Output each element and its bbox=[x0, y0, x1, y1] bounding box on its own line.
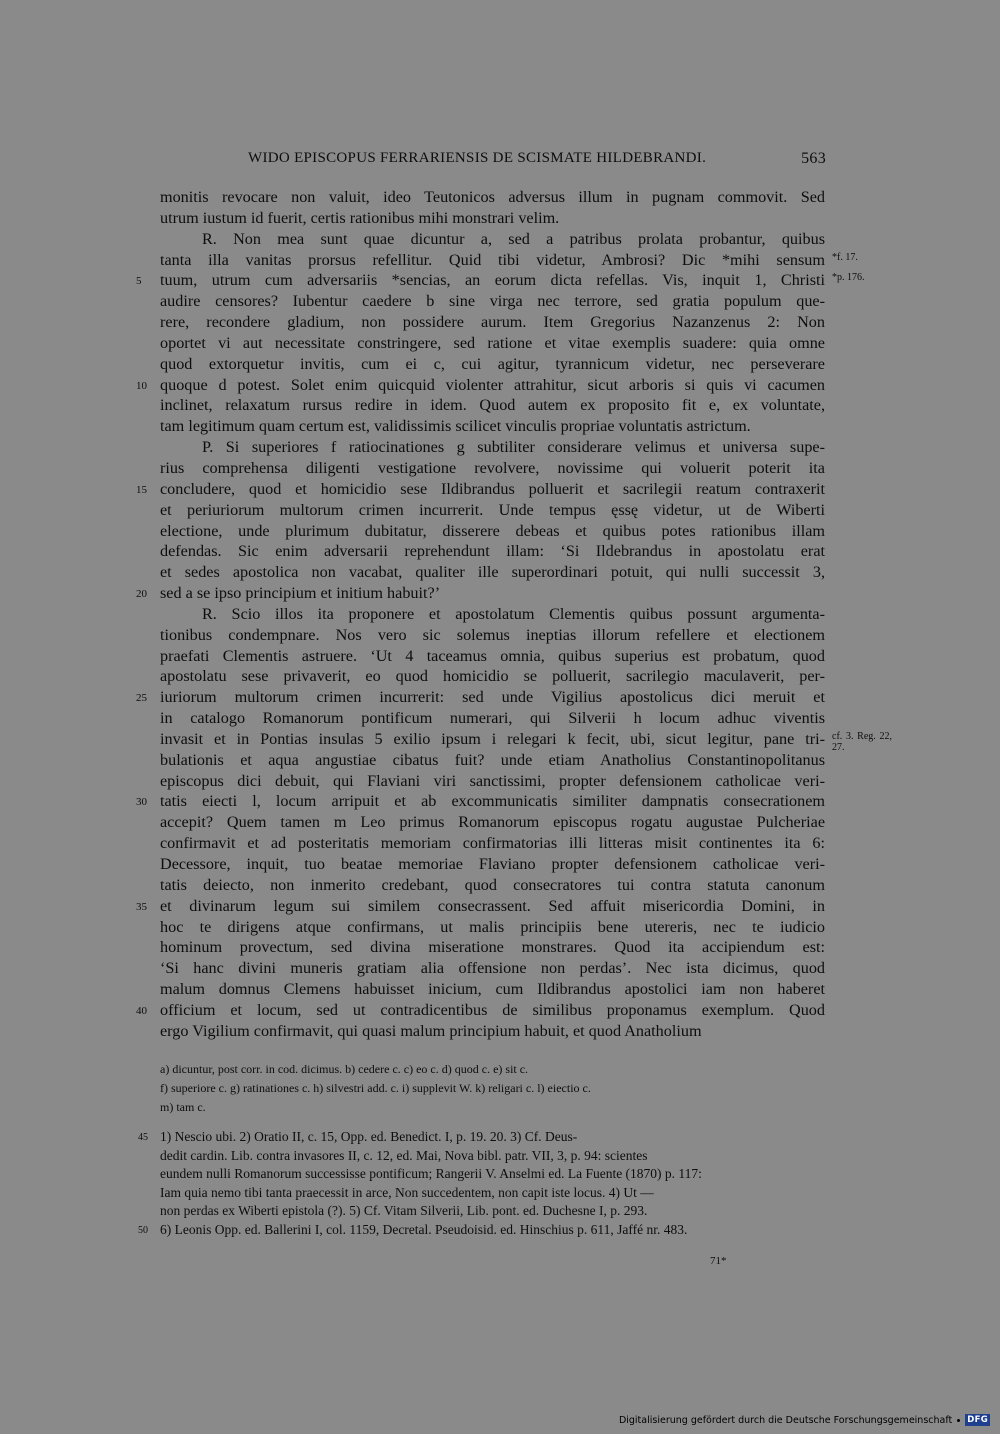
body-line bbox=[160, 187, 825, 208]
body-line bbox=[160, 458, 825, 479]
body-line bbox=[160, 979, 825, 1000]
body-text: utrum iustum id fuerit, certis rationibus mihi monstrari velim. bbox=[160, 208, 560, 227]
body-text: invasit et in Pontias insulas 5 exilio ipsum i relegari k fecit, ubi, sicut legitur, pane tri- bbox=[160, 729, 825, 748]
body-text: in catalogo Romanorum pontificum numerari, qui Silverii h locum adhuc viventis bbox=[160, 709, 825, 728]
body-text: tatis eiecti l, locum arripuit et ab excommunicatis similiter dampnatis consecrationem bbox=[160, 792, 825, 811]
body-text: R. Scio illos ita proponere et apostolatum Clementis quibus possunt argumenta- bbox=[202, 604, 825, 623]
body-text: hoc te dirigens atque confirmans, ut malis principiis bene utereris, nec te iudicio bbox=[160, 917, 825, 936]
body-line bbox=[160, 646, 825, 667]
body-text: inclinet, relaxatum rursus redire in idem. Quod autem ex proposito fit e, ex voluntate, bbox=[160, 396, 825, 415]
body-line bbox=[160, 395, 825, 416]
body-text: quod extorquetur invitis, cum ei c, cui agitur, tyrannicum videtur, nec perseverare bbox=[160, 354, 825, 373]
body-text: iuriorum multorum crimen incurrerit: sed unde Vigilius apostolicus dici meruit et bbox=[160, 688, 825, 707]
body-line bbox=[160, 521, 825, 542]
body-text: officium et locum, sed ut contradicentibus de similibus proponamus exemplum. Quod bbox=[160, 1000, 825, 1019]
running-header bbox=[248, 150, 826, 167]
body-line bbox=[160, 958, 825, 979]
body-line bbox=[160, 437, 825, 458]
body-line bbox=[160, 917, 825, 938]
apparatus-text: f) superiore c. g) ratinationes c. h) silvestri add. c. i) supplevit W. k) religari c. l) eiectio c. bbox=[160, 1081, 591, 1095]
footnote-text: Iam quia nemo tibi tanta praecessit in arce, Non succedentem, non capit iste locus. 4) Ut — bbox=[160, 1184, 654, 1200]
body-line bbox=[160, 291, 825, 312]
dfg-logo-icon: DFG bbox=[967, 1415, 988, 1425]
apparatus-line bbox=[160, 1098, 825, 1117]
body-line bbox=[160, 1021, 825, 1042]
body-text: et divinarum legum sui similem consecrassent. Sed affuit misericordia Domini, in bbox=[160, 896, 825, 915]
body-line bbox=[160, 812, 825, 833]
body-text: episcopus dici debuit, qui Flaviani viri sanctissimi, propter defensionem catholicae veri- bbox=[160, 771, 825, 790]
body-line bbox=[136, 791, 825, 812]
body-text: confirmavit et ad posteritatis memoriam confirmatorias illi litteras misit continentes ita 6: bbox=[160, 834, 825, 853]
funding-footer bbox=[619, 1414, 990, 1426]
line-number: 10 bbox=[136, 379, 147, 392]
footnote-text: eundem nulli Romanorum successisse pontificum; Rangerii V. Anselmi ed. La Fuente (1870) p. 117: bbox=[160, 1166, 702, 1182]
body-text: tuum, utrum cum adversariis *sencias, an eorum dicta refellas. Vis, inquit 1, Christi bbox=[160, 271, 825, 290]
line-number: 5 bbox=[136, 275, 142, 288]
body-line bbox=[136, 375, 825, 396]
body-line bbox=[160, 937, 825, 958]
body-line bbox=[160, 750, 825, 771]
footer-text: Digitalisierung gefördert durch die Deutsche Forschungsgemeinschaft bbox=[618, 1414, 953, 1426]
line-number: 30 bbox=[136, 796, 147, 809]
body-text: P. Si superiores f ratiocinationes g subtiliter considerare velimus et universa supe- bbox=[202, 438, 825, 457]
body-text: malum domnus Clemens habuisset inicium, cum Ildibrandus apostolici iam non haberet bbox=[160, 980, 825, 999]
footnotes bbox=[138, 1128, 825, 1240]
body-line bbox=[136, 896, 825, 917]
body-text: oportet vi aut necessitate constringere, sed ratione et vitae exemplis suadere: quia omne bbox=[160, 333, 825, 352]
body-text: tionibus condempnare. Nos vero sic solemus ineptias illorum refellere et electionem bbox=[160, 625, 825, 644]
body-text: monitis revocare non valuit, ideo Teutonicos adversus illum in pugnam commovit. Sed bbox=[160, 188, 825, 206]
apparatus-text: m) tam c. bbox=[160, 1100, 206, 1114]
body-text: concludere, quod et homicidio sese Ildibrandus polluerit et sacrilegii reatum contraxerit bbox=[160, 479, 825, 498]
footnote-line bbox=[160, 1165, 825, 1184]
body-line bbox=[160, 854, 825, 875]
body-line bbox=[160, 875, 825, 896]
critical-apparatus bbox=[160, 1060, 825, 1117]
body-text: rere, recondere gladium, non possidere aurum. Item Gregorius Nazanzenus 2: Non bbox=[160, 313, 825, 332]
line-number: 40 bbox=[136, 1004, 147, 1017]
body-line bbox=[160, 229, 825, 250]
body-line bbox=[160, 354, 825, 375]
body-text: defendas. Sic enim adversarii reprehendunt illam: ‘Si Ildebrandus in apostolatu erat bbox=[160, 542, 825, 561]
body-text: R. Non mea sunt quae dicuntur a, sed a patribus prolata probantur, quibus bbox=[202, 229, 825, 248]
footnote-line bbox=[160, 1147, 825, 1166]
body-text: et sedes apostolica non vacabat, qualiter ille superordinari potuit, qui nulli successit 3, bbox=[160, 563, 825, 582]
body-line bbox=[160, 500, 825, 521]
body-line bbox=[136, 687, 825, 708]
body-text: tam legitimum quam certum est, validissimis scilicet vinculis propriae voluntatis astrictum. bbox=[160, 417, 751, 436]
footnote-text: 1) Nescio ubi. 2) Oratio II, c. 15, Opp. ed. Benedict. I, p. 19. 20. 3) Cf. Deus- bbox=[160, 1129, 578, 1144]
body-line bbox=[160, 416, 825, 437]
body-text: hominum provectum, sed divina miseratione monstrares. Quod ita accipiendum est: bbox=[160, 938, 825, 957]
line-number: 50 bbox=[138, 1224, 148, 1236]
body-line bbox=[136, 583, 825, 604]
footnote-text: non perdas ex Wiberti epistola (?). 5) Cf. Vitam Silverii, Lib. pont. ed. Duchesne I, p. 293. bbox=[160, 1203, 648, 1219]
signature-mark: 71* bbox=[710, 1255, 727, 1267]
body-text: ergo Vigilium confirmavit, qui quasi malum principium habuit, et quod Anatholium bbox=[160, 1021, 702, 1040]
line-number: 35 bbox=[136, 900, 147, 913]
footnote-text: 6) Leonis Opp. ed. Ballerini I, col. 1159, Decretal. Pseudoisid. ed. Hinschius p. 611, Jaffé nr. 483. bbox=[160, 1221, 688, 1237]
line-number: 25 bbox=[136, 692, 147, 705]
separator-dot bbox=[957, 1419, 960, 1422]
running-title: WIDO EPISCOPUS FERRARIENSIS DE SCISMATE HILDEBRANDI. bbox=[248, 150, 707, 166]
page-number: 563 bbox=[801, 150, 826, 167]
body-text: Decessore, inquit, tuo beatae memoriae Flaviano propter defensionem catholicae veri- bbox=[160, 855, 825, 873]
body-line bbox=[160, 604, 825, 625]
body-text: tatis deiecto, non inmerito credebant, quod consecratores tui contra statuta canonum bbox=[160, 875, 825, 894]
body-line bbox=[136, 479, 825, 500]
apparatus-line bbox=[160, 1060, 825, 1079]
body-text: ‘Si hanc divini muneris gratiam alia offensione non perdas’. Nec ista dicimus, quod bbox=[160, 959, 825, 978]
body-line bbox=[160, 208, 825, 229]
footnote-line bbox=[160, 1184, 825, 1203]
footnote-text: dedit cardin. Lib. contra invasores II, c. 12, ed. Mai, Nova bibl. patr. VII, 3, p. 94: scientes bbox=[160, 1147, 648, 1163]
body-line bbox=[160, 333, 825, 354]
body-text: accepit? Quem tamen m Leo primus Romanorum episcopus rogatu augustae Pulcheriae bbox=[160, 813, 825, 832]
main-text bbox=[136, 187, 892, 1042]
apparatus-text: a) dicuntur, post corr. in cod. dicimus. b) cedere c. c) eo c. d) quod c. e) sit c. bbox=[160, 1062, 529, 1076]
body-text: sed a se ipso principium et initium habuit?’ bbox=[160, 584, 441, 603]
body-line bbox=[160, 771, 825, 792]
body-text: et periuriorum multorum crimen incurrerit. Unde tempus ęssę videtur, ut de Wiberti bbox=[160, 500, 825, 519]
body-line bbox=[160, 541, 825, 562]
body-line bbox=[160, 833, 825, 854]
body-line bbox=[136, 1000, 825, 1021]
body-text: tanta illa vanitas prorsus refellitur. Quid tibi videtur, Ambrosi? Dic *mihi sensum bbox=[160, 250, 825, 269]
body-text: praefati Clementis astruere. ‘Ut 4 taceamus omnia, quibus superius est probatum, quod bbox=[160, 646, 825, 665]
footnote-line bbox=[160, 1202, 825, 1221]
body-text: audire censores? Iubentur caedere b sine virga nec terrore, sed gratia populum que- bbox=[160, 292, 825, 311]
body-text: apostolatu sese privaverit, eo quod homicidio se polluerit, sacrilegio maculaverit, per- bbox=[160, 667, 825, 686]
body-line bbox=[160, 250, 858, 271]
body-text: rius comprehensa diligenti vestigatione revolvere, novissime qui voluerit poterit ita bbox=[160, 458, 825, 477]
body-text: electione, unde plurimum dubitatur, disserere debeas et quibus potes rationibus illam bbox=[160, 521, 825, 540]
body-line bbox=[160, 666, 825, 687]
margin-note: cf. 3. Reg. 22, 27. bbox=[832, 730, 892, 753]
body-line bbox=[160, 312, 825, 333]
footnote-line bbox=[138, 1221, 825, 1240]
line-number: 45 bbox=[138, 1132, 148, 1143]
body-line bbox=[160, 625, 825, 646]
body-text: quoque d potest. Solet enim quicquid violenter attrahitur, sicut arboris si quis vi cacumen bbox=[160, 375, 825, 394]
line-number: 20 bbox=[136, 588, 147, 601]
footnote-line bbox=[138, 1128, 825, 1147]
apparatus-line bbox=[160, 1079, 825, 1098]
line-number: 15 bbox=[136, 483, 147, 496]
body-line bbox=[136, 270, 865, 291]
body-line bbox=[160, 708, 825, 729]
body-line bbox=[160, 729, 892, 753]
body-text: bulationis et aqua angustiae cibatus fuit? unde etiam Anatholius Constantinopolitanus bbox=[160, 750, 825, 769]
margin-note: *f. 17. bbox=[832, 251, 858, 263]
body-line bbox=[160, 562, 825, 583]
margin-note: *p. 176. bbox=[832, 272, 865, 284]
